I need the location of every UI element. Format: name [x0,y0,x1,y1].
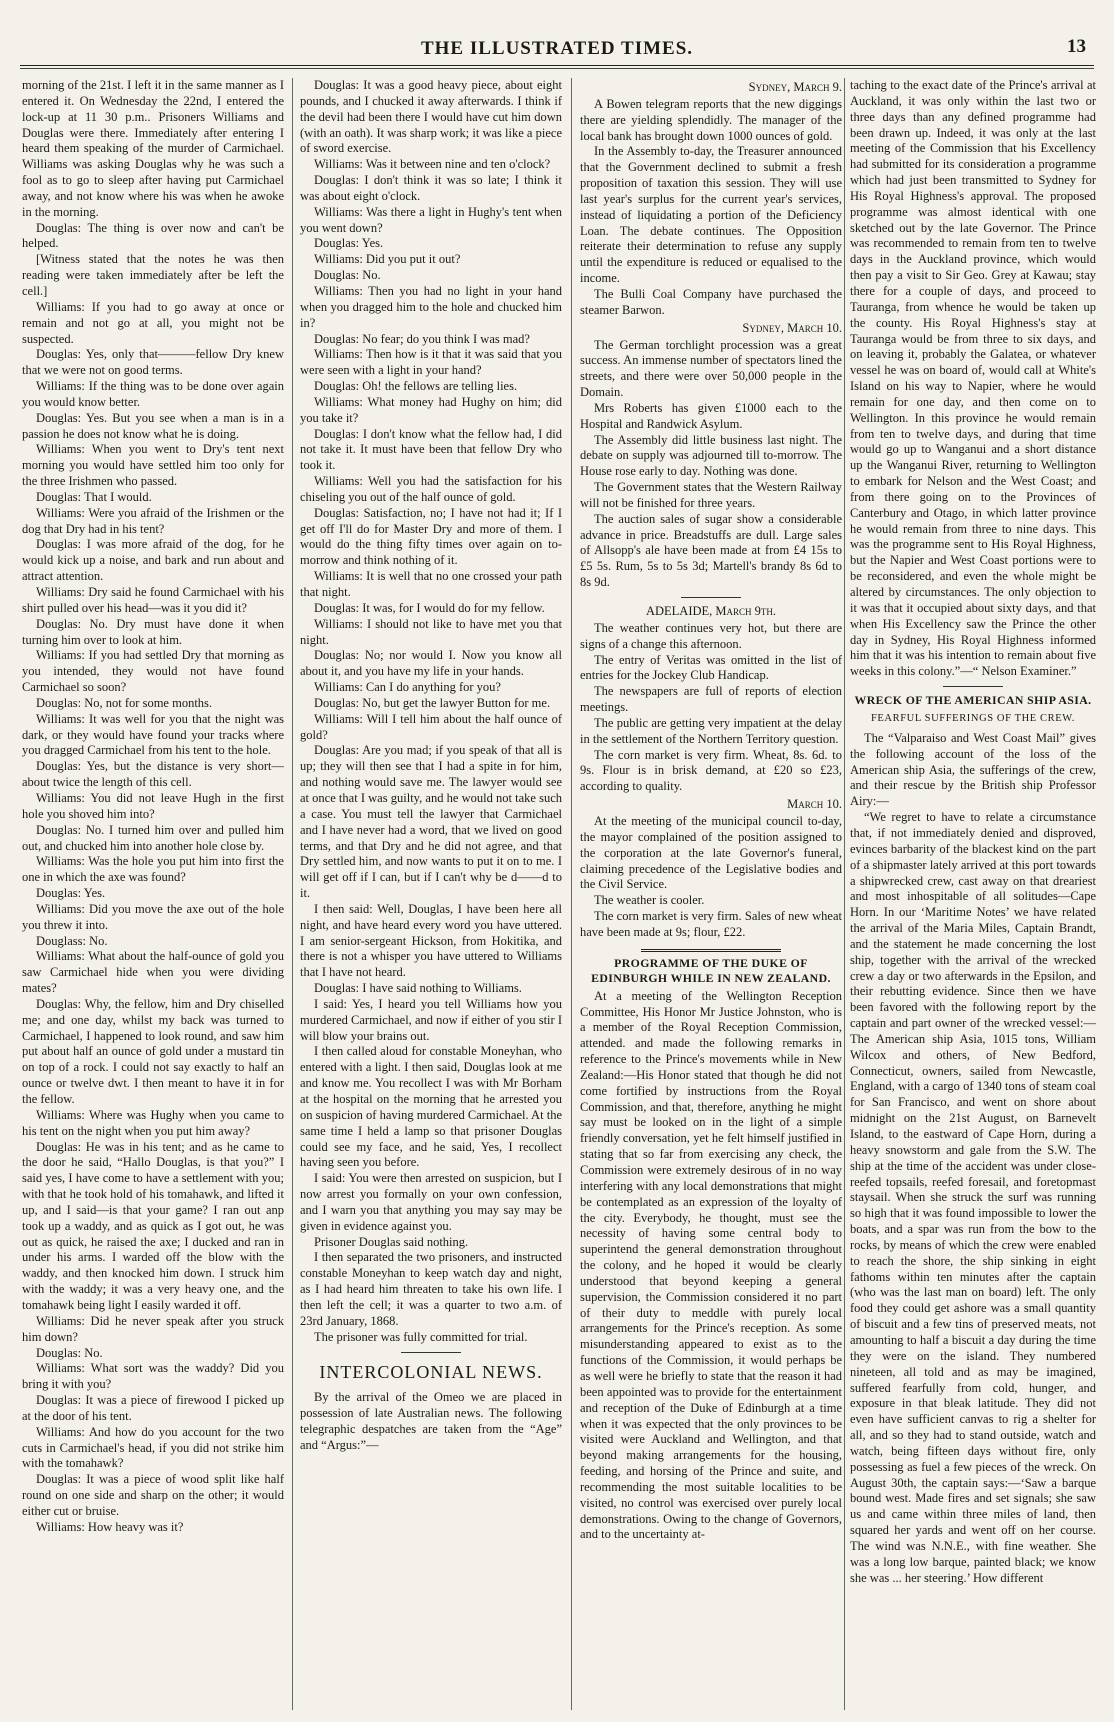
article-subheadline: FEARFUL SUFFERINGS OF THE CREW. [870,713,1076,725]
newspaper-title: THE ILLUSTRATED TIMES. [420,38,694,59]
section-divider [943,686,1003,687]
paragraph: Williams: Will I tell him about the half ounce of gold? [300,711,562,742]
news-block [580,621,842,795]
paragraph: Douglas: The thing is over now and can't be helped. [22,220,284,251]
masthead [20,34,1094,72]
article-headline: PROGRAMME OF THE DUKE OF EDINBURGH WHILE IN NEW ZEALAND. [591,955,831,985]
paragraph: Douglas: No fear; do you think I was mad? [314,331,530,346]
paragraph: Williams: What about the half-ounce of gold you saw Carmichael hide when you were dividing mates? [22,949,284,996]
paragraph: Douglas: No. I turned him over and pulled him out, and chucked him into another hole close by. [22,822,284,853]
paragraph: Douglas: Yes, only that———fellow Dry knew that we were not on good terms. [22,347,284,378]
page-number: 13 [1067,36,1086,57]
paragraph: Douglas: It was a piece of wood split like half round on one side and sharp on the other; it would either cut or bruise. [22,1472,284,1518]
paragraph: Douglas: Oh! the fellows are telling lies. [314,379,518,394]
paragraph: The auction sales of sugar show a considerable advance in price. Breadstuffs are dull. Large sales of Allsopp's ale have been made at from £4 15s to £5 5s. Rum, 5s to 5s 3d; Martell's brandy 8s 6d to 8s 9d. [580,511,842,590]
paragraph: By the arrival of the Omeo we are placed in possession of late Australian news. The following telegraphic despatches are taken from the “Age” and “Argus:”— [300,1390,562,1452]
paragraph: Williams: Where was Hughy when you came to his tent on the night when you put him away? [22,1107,284,1138]
paragraph: Williams: When you went to Dry's tent next morning you would have settled him too only for the three Irishmen who passed. [22,442,284,489]
paragraph: Douglas: He was in his tent; and as he came to the door he said, “Hallo Douglas, is that you?” I said yes, I have come to have a settlement with you; with that he took hold of his tomahawk, and lifted it up, and I said—is that your game? I ran out anp took up a waddy, and as quick as I got out, he was out as quick, he raised the axe; I ducked and ran in under his arms. I warded off the blow with the waddy, and then knocked him down. I struck him with the waddy; it was a very heavy one, and the tomahawk being light I easily warded it off. [22,1139,284,1312]
paragraph: The entry of Veritas was omitted in the list of entries for the Jockey Club Handicap. [580,652,842,683]
paragraph: Williams: Did you put it out? [314,252,461,267]
section-divider [401,1352,461,1353]
column-divider [844,78,845,1710]
paragraph: Douglas: Why, the fellow, him and Dry chiselled me; and one day, whilst my back was turned to Carmichael, I happened to look round, and saw him put about half an ounce of gold under a mustard tin on top of a rock. I could not say exactly to half an ounce or twelve dwt. I then meant to have it in for the fellow. [22,996,284,1106]
paragraph: The Government states that the Western Railway will not be finished for three years. [580,480,842,510]
paragraph: “We regret to have to relate a circumstance that, if not immediately denied and disproved, evinces barbarity of the blackest kind on the part of a shipmaster lately arrived at this port towards a shipwrecked crew, cast away on that dreariest and most inhospitable of all solitudes—Cape Horn. In our ‘Maritime Notes’ we have related the arrival of the Maria Miles, Captain Brandt, and the statement he made concerning the lost ship, together with the arrival of the wrecked crew a day or two afterwards in the Epsilon, and their rebutting evidence. Since then we have been favored with the following report by the captain and part owner of the wrecked vessel:—The American ship Asia, 1015 tons, William Wilcox and others, of New Bedford, Connecticut, owners, sailed from Newcastle, England, with a cargo of 1340 tons of steam coal for San Francisco, and went on shore about midnight on the 21st August, on Barnevelt Island, to the eastward of Cape Horn, during a heavy snowstorm and gale from the S.W. The ship at the time of the accident was under close-reefed topsails, reefed foresail, and foretopmast staysail. When she struck the surf was running so high that it was found impossible to lower the boats, and a spar was run from the bow to the rocks, by means of which the crew were enabled to reach the shore, the ship sinking in eight fathoms within ten minutes after the captain (who was the last man on board) left. The only food they could get ashore was a small quantity of biscuit and a few tins of preserved meats, not amounting to half a biscuit a day during the time they were on the island. They numbered nineteen, all told and as may be imagined, suffered fearfully from cold, hunger, and exposure in that bleak latitude. They did not even have sufficient canvas to rig a shelter for all, and so they had to stand outside, watch and watch, being fifteen days without fire, only possessing as fuel a few pieces of the wreck. On August 30th, the captain says:—‘Saw a barque bound west. Made fires and set signals; she saw us and came within three miles of land, then squared her yards and went off on her course. The wind was N.N.E., with fine weather. She was a long low barque, painted black; we know she was ... her steering.’ How different [850,810,1096,1585]
paragraph: I then called aloud for constable Moneyhan, who entered with a light. I then said, Douglas look at me and know me. You recollect I was with Mr Borham at the hospital on the morning that he arrested you on suspicion of having murdered Carmichael. At the same time I held a lamp so that prisoner Douglas could see my face, and he said, Yes, I recollect having seen you before. [300,1044,562,1170]
paragraph: At a meeting of the Wellington Reception Committee, His Honor Mr Justice Johnston, who is a member of the Royal Reception Commission, attended. and made the following remarks in reference to the Prince's movements while in New Zealand:—His Honor stated that though he did not come fortified by instructions from the Royal Commission, and that, therefore, anything he might say must be looked on in the light of a simple friendly conversation, yet he felt himself justified in stating that so far from exercising any check, the Commission were extremely desirous of in no way interfering with any local demonstrations that might be contemplated as an expression of the loyalty of the city. Everybody, he thought, must see the necessity of having some central body to superintend the general demonstration throughout the colony, and he hoped it would be clearly understood that beyond keeping a general supervision, the Commission considered it no part of their duty to meddle with purely local arrangements for the Prince's reception. As some misunderstanding appeared to exist as to the functions of the Commission, it would perhaps be as well were he briefly to state that the reason it had been appointed was to provide for the entertainment and reception of the Duke of Edinburgh at a time when it was expected that the only provinces to be visited were Auckland and Wellington, and that beyond making arrangements for the housing, feeding, and horsing of the Prince and suite, and recommending the most suitable localities to be visited, no control was exercised over purely local demonstrations. Owing to the change of Governors, and to the uncertainty at- [580,988,842,1542]
paragraph: In the Assembly to-day, the Treasurer announced that the Government declined to submit a fresh proposition of taxation this session. They will use last year's surplus for the current year's services, instead of liquidating a portion of the Deficiency Loan. The debate continues. The Opposition reiterate their determination to refuse any supply until the expenditure is reduced or equalised to the income. [580,144,842,286]
paragraph: The Assembly did little business last night. The debate on supply was adjourned till to-morrow. The House rose early to day. Nothing was done. [580,432,842,479]
column-divider [571,78,572,1710]
paragraph: Williams: Well you had the satisfaction for his chiseling you out of the half ounce of gold. [300,474,562,504]
paragraph: Williams: Was the hole you put him into first the one in which the axe was found? [22,854,284,885]
paragraph: The newspapers are full of reports of election meetings. [580,684,842,715]
dateline: Sydney, March 10. [742,320,842,335]
article-body [580,989,842,1544]
paragraph: A Bowen telegram reports that the new diggings there are yielding splendidly. The manager of the local bank has brought down 1000 ounces of gold. [580,96,842,143]
paragraph: Douglas: Satisfaction, no; I have not had it; If I get off I'll do for Master Dry and more of them. I would do the thing fifty times over again on to-morrow and think nothing of it. [300,505,562,568]
news-block [580,97,842,319]
column-1 [22,78,284,1710]
column-2 [300,78,562,1710]
paragraph: Douglas: Are you mad; if you speak of that all is up; they will then see that I had a spite in for him, and nothing would save me. The lawyer would see at once that I was guilty, and he would not take such a case. You must tell the lawyer that Carmichael and I have never had a word, that we lived on good terms, and that Dry and he did not agree, and that Dry settled him, and now wants to put it on to me. I will get off if I can, but if I can't why be d——d to it. [300,743,562,901]
paragraph: The German torchlight procession was a great success. An immense number of spectators lined the streets, and there were over 50,000 people in the Domain. [580,337,842,400]
paragraph: Douglas: I was more afraid of the dog, for he would kick up a noise, and bark and run about and attract attention. [22,537,284,584]
paragraph: The corn market is very firm. Sales of new wheat have been made at 9s; flour, £22. [580,909,842,939]
paragraph: The Bulli Coal Company have purchased the steamer Barwon. [580,286,842,317]
paragraph: Williams: If the thing was to be done over again you would know better. [22,379,284,409]
paragraph: Williams: It was well for you that the night was dark, or they would have found your tracks where you dragged Carmichael from his tent to the hole. [22,711,284,758]
masthead-rule-secondary [20,68,1094,69]
paragraph: Douglas: No; nor would I. Now you know all about it, and you have my life in your hands. [300,648,562,679]
paragraph: The “Valparaiso and West Coast Mail” gives the following account of the loss of the American ship Asia, the sufferings of the crew, and their rescue by the British ship Professor Airy:— [850,730,1096,809]
paragraph: [Witness stated that the notes he was then reading were taken immediately after be left the cell.] [22,252,284,298]
paragraph: Douglas: No. [314,268,381,283]
paragraph: Douglass: No. [36,933,108,948]
paragraph: I then separated the two prisoners, and instructed constable Moneyhan to keep watch day and night, as I had heard him threaten to take his own life. I then left the cell; it was a quarter to two a.m. of 23rd January, 1868. [300,1250,562,1328]
paragraph: Williams: Did you move the axe out of the hole you threw it into. [22,901,284,932]
paragraph: I said: You were then arrested on suspicion, but I now arrest you formally on your own confession, and I warn you that anything you may say may be given in evidence against you. [300,1171,562,1233]
dateline: March 10. [787,797,842,812]
paragraph: Williams: And how do you account for the two cuts in Carmichael's head, if you did not strike him with the tomahawk? [22,1424,284,1471]
column-divider [292,78,293,1710]
paragraph: taching to the exact date of the Prince's arrival at Auckland, it was only within the last two or three days than any defined programme had been drawn up. Indeed, it was only at the last meeting of the Commission that his Excellency had submitted for its consideration a programme which had just been transmitted to Sydney for His Royal Highness's approval. The proposed programme was almost identical with one sketched out by the late Governor. The Prince was recommended to remain from ten to twelve days in the Auckland province, which would then pay a visit to Sir Geo. Grey at Kawau; stay there for a couple of days, and proceed to Tauranga, from whence he would be taken up the county. His Royal Highness's stay at Tauranga would be from three to six days, and on leaving it, probably the Galatea, or whatever vessel he was on board of, would call at White's Island on his way to Napier, where he would remain for one day, and then come on to Wellington. In this province he would remain from ten to twelve days, and during that time would go up to Wanganui and a short distance up the Wanganui River, returning to Wellington to embark for Nelson and the West Coast; and from there going on to the Provinces of Canterbury and Otago, in which latter province he would remain from three to nine days. This was the programme sent to His Royal Highness, but the Napier and West Coast portions were to be reconsidered, and even the whole might be altered by circumstances. The only objection to it was that it occupied about sixty days, and that when His Excellency saw the Prince the other day in Sydney, His Royal Highness informed him that it was his intention to remain about five weeks in this colony.”—“ Nelson Examiner.” [850,78,1096,679]
paragraph: Douglas: That I would. [36,489,152,504]
paragraph: The weather continues very hot, but there are signs of a change this afternoon. [580,620,842,651]
paragraph: Douglas: It was, for I would do for my fellow. [314,600,545,615]
paragraph: Williams: Then you had no light in your hand when you dragged him to the hole and chucked him in? [300,283,562,330]
paragraph: Douglas: I don't know what the fellow had, I did not take it. It must have been that fellow Dry who took it. [300,426,562,473]
paragraph: Prisoner Douglas said nothing. [314,1234,469,1249]
paragraph: Douglas: Yes. But you see when a man is in a passion he does not know what he is doing. [22,410,284,441]
paragraph: Douglas: No, but get the lawyer Button for me. [314,695,551,710]
dateline: ADELAIDE, March 9th. [645,604,777,618]
intercolonial-intro [300,1390,562,1453]
section-divider [681,597,741,598]
paragraph: The corn market is very firm. Wheat, 8s. 6d. to 9s. Flour is in brisk demand, at £20 so £23, according to quality. [580,747,842,794]
column-3 [580,78,842,1710]
paragraph: Douglas: Yes. [36,886,106,901]
article-headline: WRECK OF THE AMERICAN SHIP ASIA. [854,693,1092,708]
paragraph: Williams: If you had to go away at once or remain and not go at all, you might not be suspected. [22,299,284,346]
paragraph: Williams: Was it between nine and ten o'clock? [314,157,551,172]
section-divider [641,949,781,952]
column-4 [850,78,1096,1710]
paragraph: The prisoner was fully committed for trial. [314,1329,528,1344]
paragraph: Douglas: I don't think it was so late; I think it was about eight o'clock. [300,173,562,203]
paragraph: Mrs Roberts has given £1000 each to the Hospital and Randwick Asylum. [580,400,842,431]
paragraph: Douglas: I have said nothing to Williams. [314,981,522,996]
paragraph: Williams: Can I do anything for you? [314,680,501,695]
paragraph: At the meeting of the municipal council to-day, the mayor complained of the position assigned to the corporation at the late Governor's funeral, claiming precedence of the Legislative bodies and the Civil Service. [580,813,842,892]
paragraph: Williams: What money had Hughy on him; did you take it? [300,394,562,425]
paragraph: The public are getting very impatient at the delay in the settlement of the Northern Territory question. [580,715,842,746]
paragraph: Douglas: No. Dry must have done it when turning him over to look at him. [22,616,284,647]
paragraph: Douglas: Yes. [314,236,384,251]
paragraph: I then said: Well, Douglas, I have been here all night, and have heard every word you have uttered. I am senior-sergeant Hickson, from Hokitika, and there is not a whisper you have uttered to Williams that I have not heard. [300,901,562,980]
article-body [850,731,1096,1587]
news-block [580,814,842,941]
paragraph: Williams: How heavy was it? [36,1519,184,1534]
paragraph: Williams: Were you afraid of the Irishmen or the dog that Dry had in his tent? [22,505,284,536]
paragraph: Williams: What sort was the waddy? Did you bring it with you? [22,1361,284,1392]
paragraph: Williams: It is well that no one crossed your path that night. [300,569,562,599]
paragraph: Williams: Then how is it that it was said that you were seen with a light in your hand? [300,347,562,378]
article-body [850,78,1096,680]
trial-testimony-continued [300,78,562,1346]
paragraph: Williams: You did not leave Hugh in the first hole you shoved him into? [22,790,284,821]
paragraph: Douglas: Yes, but the distance is very short—about twice the length of this cell. [22,759,284,790]
paragraph: morning of the 21st. I left it in the same manner as I entered it. On Wednesday the 22nd, I entered the lock-up at 11 30 p.m.. Prisoners Williams and Douglas were there. Immediately after entering I heard them speaking of the murder of Carmichael. Williams was asking Douglas why he was such a fool as to go to sleep after having put Carmichael away, and not know where his was when he awoke in the morning. [22,78,284,219]
masthead-rule [20,65,1094,66]
paragraph: Williams: Dry said he found Carmichael with his shirt pulled over his head—was it you did it? [22,585,284,615]
news-block [580,338,842,592]
dateline: Sydney, March 9. [748,80,842,94]
paragraph: Williams: Was there a light in Hughy's tent when you went down? [300,204,562,235]
paragraph: Douglas: It was a piece of firewood I picked up at the door of his tent. [22,1393,284,1423]
paragraph: Douglas: No. [36,1345,103,1360]
paragraph: Williams: Did he never speak after you struck him down? [22,1313,284,1344]
paragraph: I said: Yes, I heard you tell Williams how you murdered Carmichael, and now if either of you stir I will blow your brains out. [300,996,562,1043]
paragraph: Williams: I should not like to have met you that night. [300,616,562,647]
paragraph: Douglas: It was a good heavy piece, about eight pounds, and I chucked it away afterwards. I think if the devil had been there I would have cut him down (with an oath). It was sharp work; it was like a piece of sword exercise. [300,78,562,156]
paragraph: Douglas: No, not for some months. [36,695,213,710]
paragraph: Williams: If you had settled Dry that morning as you intended, they would not have found Carmichael so soon? [22,648,284,695]
paragraph: The weather is cooler. [594,893,705,908]
section-title-intercolonial-news: INTERCOLONIAL NEWS. [319,1361,543,1382]
